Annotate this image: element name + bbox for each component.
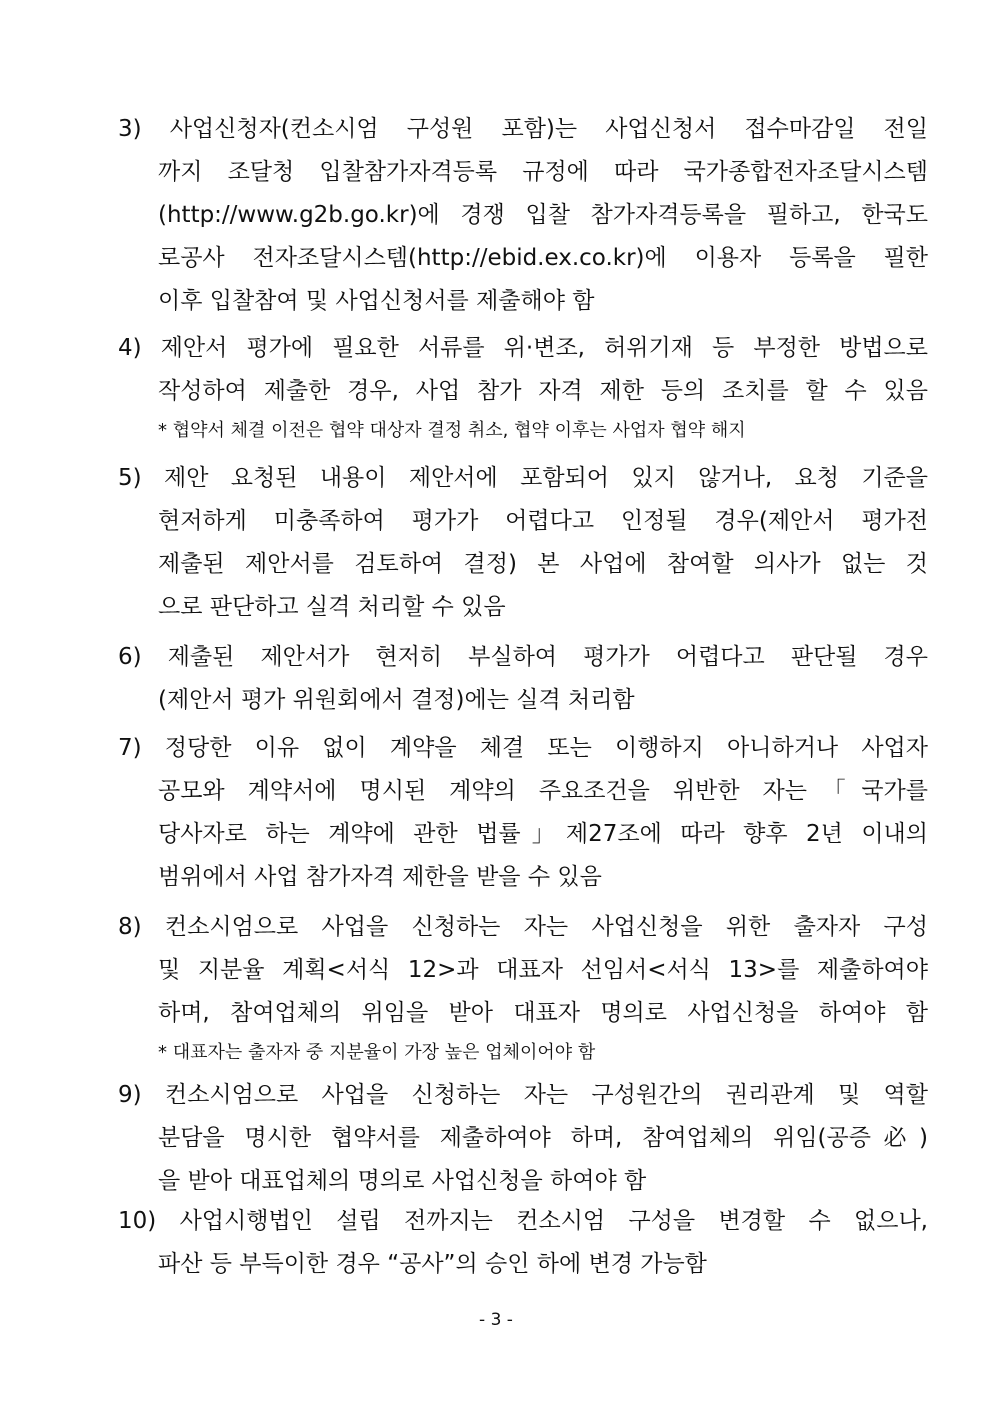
item-note: * 협약서 체결 이전은 협약 대상자 결정 취소, 협약 이후는 사업자 협약 해지 bbox=[158, 420, 746, 441]
item-line: 으로 판단하고 실격 처리할 수 있음 bbox=[158, 594, 506, 620]
item-line: 까지 조달청 입찰참가자격등록 규정에 따라 국가종합전자조달시스템 bbox=[158, 159, 928, 185]
item-line: 을 받아 대표업체의 명의로 사업신청을 하여야 함 bbox=[158, 1168, 647, 1194]
list-item-7 bbox=[118, 727, 928, 899]
item-line: 7) 정당한 이유 없이 계약을 체결 또는 이행하지 아니하거나 사업자 bbox=[118, 735, 928, 761]
item-line: 5) 제안 요청된 내용이 제안서에 포함되어 있지 않거나, 요청 기준을 bbox=[118, 465, 928, 491]
page-number: - 3 - bbox=[479, 1310, 513, 1330]
item-line: 분담을 명시한 협약서를 제출하여야 하며, 참여업체의 위임(공증必) bbox=[158, 1125, 928, 1151]
item-line: 파산 등 부득이한 경우 “공사”의 승인 하에 변경 가능함 bbox=[158, 1251, 707, 1277]
item-line: 8) 컨소시엄으로 사업을 신청하는 자는 사업신청을 위한 출자자 구성 bbox=[118, 914, 928, 940]
item-line: (제안서 평가 위원회에서 결정)에는 실격 처리함 bbox=[158, 687, 635, 713]
item-line: 하며, 참여업체의 위임을 받아 대표자 명의로 사업신청을 하여야 함 bbox=[158, 1000, 928, 1026]
list-item-10 bbox=[118, 1200, 928, 1286]
list-item-3 bbox=[118, 108, 928, 323]
item-line: 당사자로 하는 계약에 관한 법률」제27조에 따라 향후 2년 이내의 bbox=[158, 821, 928, 847]
list-item-8 bbox=[118, 906, 928, 1071]
item-line: 범위에서 사업 참가자격 제한을 받을 수 있음 bbox=[158, 864, 602, 890]
item-line: 4) 제안서 평가에 필요한 서류를 위·변조, 허위기재 등 부정한 방법으로 bbox=[118, 335, 928, 361]
item-line: 9) 컨소시엄으로 사업을 신청하는 자는 구성원간의 권리관계 및 역할 bbox=[118, 1082, 928, 1108]
item-line: 6) 제출된 제안서가 현저히 부실하여 평가가 어렵다고 판단될 경우 bbox=[118, 644, 928, 670]
item-line: 이후 입찰참여 및 사업신청서를 제출해야 함 bbox=[158, 288, 595, 314]
list-item-9 bbox=[118, 1074, 928, 1203]
list-item-6 bbox=[118, 636, 928, 722]
item-line: 작성하여 제출한 경우, 사업 참가 자격 제한 등의 조치를 할 수 있음 bbox=[158, 378, 928, 404]
item-line: 로공사 전자조달시스템(http://ebid.ex.co.kr)에 이용자 등록을 필한 bbox=[158, 245, 928, 271]
item-line: 제출된 제안서를 검토하여 결정) 본 사업에 참여할 의사가 없는 것 bbox=[158, 551, 928, 577]
item-line: 현저하게 미충족하여 평가가 어렵다고 인정될 경우(제안서 평가전 bbox=[158, 508, 928, 534]
item-note: * 대표자는 출자자 중 지분율이 가장 높은 업체이어야 함 bbox=[158, 1042, 596, 1063]
item-line: 3) 사업신청자(컨소시엄 구성원 포함)는 사업신청서 접수마감일 전일 bbox=[118, 116, 928, 142]
item-line: 10) 사업시행법인 설립 전까지는 컨소시엄 구성을 변경할 수 없으나, bbox=[118, 1208, 928, 1234]
item-line: 및 지분율 계획<서식 12>과 대표자 선임서<서식 13>를 제출하여야 bbox=[158, 957, 928, 983]
item-line: (http://www.g2b.go.kr)에 경쟁 입찰 참가자격등록을 필하고, 한국도 bbox=[158, 202, 928, 228]
item-line: 공모와 계약서에 명시된 계약의 주요조건을 위반한 자는「국가를 bbox=[158, 778, 928, 804]
list-item-5 bbox=[118, 457, 928, 629]
list-item-4 bbox=[118, 327, 928, 449]
